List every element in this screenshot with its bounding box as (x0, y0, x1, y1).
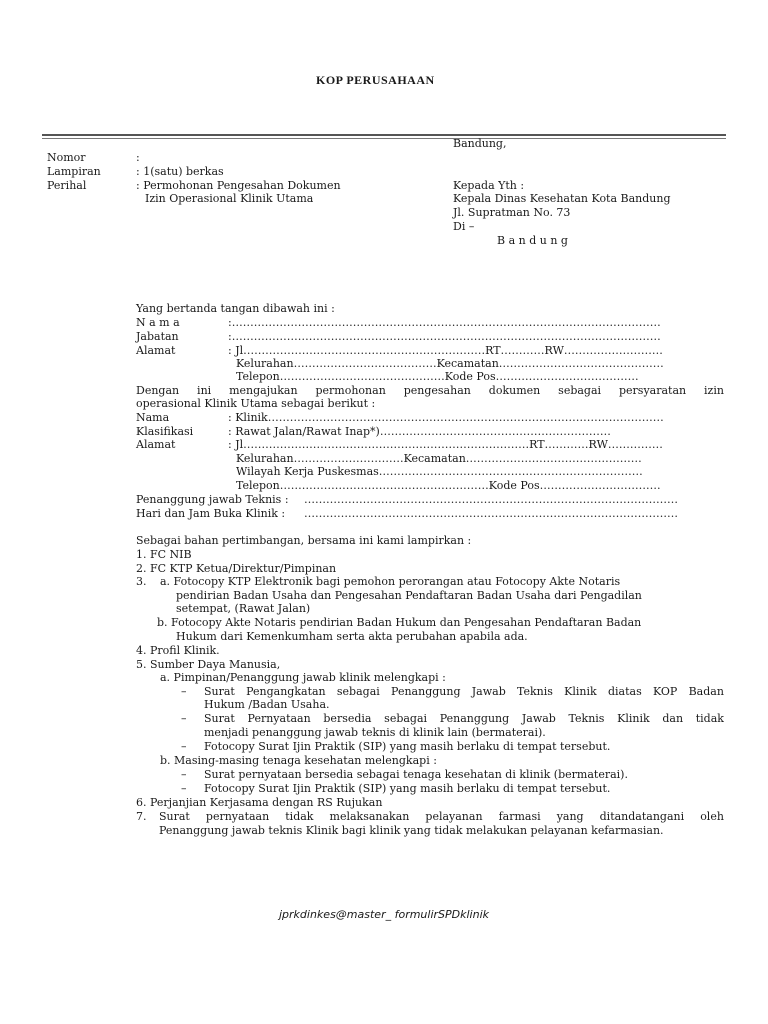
list-bullet-cont: Hukum /Badan Usaha. (204, 698, 330, 711)
word: Pengangkatan (246, 685, 326, 698)
list-item-cont: Penanggung jawab teknis Klinik bagi klinik yang tidak melakukan pelayanan kefarmasian. (159, 824, 664, 837)
header-rule-thin (42, 138, 726, 139)
statement-line-2: operasional Klinik Utama sebagai berikut : (136, 397, 376, 410)
letterhead-title: KOP PERUSAHAAN (316, 73, 435, 87)
recipient-title: Kepala Dinas Kesehatan Kota Bandung (453, 192, 671, 205)
word: Teknis (517, 685, 553, 698)
word: tidak (285, 810, 314, 823)
list-subitem: b. Masing-masing tenaga kesehatan melengkapi : (160, 754, 437, 767)
perihal-value: : Permohonan Pengesahan Dokumen (136, 179, 341, 192)
header-rule (42, 134, 726, 136)
word: melaksanakan (329, 810, 410, 823)
recipient-di: Di – (453, 220, 475, 233)
clinic-pj-field: ………………………………………………………………………………………… (304, 493, 678, 506)
word: Jawab (521, 712, 556, 725)
list-item: b. Fotocopy Akte Notaris pendirian Badan Hukum dan Pengesahan Pendaftaran Badan (157, 616, 642, 629)
list-item: 2. FC KTP Ketua/Direktur/Pimpinan (136, 562, 337, 575)
list-item-cont: setempat, (Rawat Jalan) (176, 602, 311, 615)
word: dokumen (488, 384, 541, 397)
word: ditandatangani (599, 810, 685, 823)
list-bullet: Fotocopy Surat Ijin Praktik (SIP) yang masih berlaku di tempat tersebut. (204, 782, 611, 795)
list-item-number: 7. (136, 810, 147, 823)
list-bullet-cont: menjadi penanggung jawab teknis di klinik lain (bermaterai). (204, 726, 546, 739)
nomor-value: : (136, 151, 140, 164)
list-item: 4. Profil Klinik. (136, 644, 220, 657)
footer-note: jprkdinkes@master_ formulirSPDklinik (279, 908, 490, 921)
clinic-wilayah-field: Wilayah Kerja Puskesmas……………………………………………………………… (236, 465, 643, 478)
word: izin (704, 384, 724, 397)
applicant-kelurahan-field: Kelurahan…………………………………Kecamatan……………………………………… (236, 357, 664, 370)
word: dan (662, 712, 684, 725)
clinic-nama-field: : Klinik……………………………………………………………………………………………… (228, 411, 664, 424)
list-bullet-justified (204, 685, 724, 698)
word: Klinik (617, 712, 650, 725)
word: sebagai (384, 712, 428, 725)
clinic-alamat-field: : Jl……………………………………………………………………RT…………RW…………… (228, 438, 663, 451)
perihal-label: Perihal (47, 179, 87, 192)
list-item-justified (159, 810, 724, 823)
word: Dengan (136, 384, 180, 397)
recipient-address: Jl. Supratman No. 73 (453, 206, 571, 219)
dash-bullet: – (181, 740, 187, 753)
clinic-pj-label: Penanggung jawab Teknis : (136, 493, 289, 506)
clinic-nama-label: Nama (136, 411, 170, 424)
attachments-intro: Sebagai bahan pertimbangan, bersama ini kami lampirkan : (136, 534, 472, 547)
clinic-kelurahan-field: Kelurahan…………………………Kecamatan………………………………………… (236, 452, 642, 465)
word: Teknis (568, 712, 605, 725)
word: Surat (204, 712, 235, 725)
applicant-nama-field: :……………………………………………………………………………………………………… (228, 316, 661, 329)
list-bullet: Fotocopy Surat Ijin Praktik (SIP) yang masih berlaku di tempat tersebut. (204, 740, 611, 753)
word: oleh (700, 810, 724, 823)
word: mengajukan (229, 384, 298, 397)
nomor-label: Nomor (47, 151, 86, 164)
word: KOP (652, 685, 678, 698)
list-item-number: 3. (136, 575, 147, 588)
word: bersedia (323, 712, 372, 725)
word: tidak (695, 712, 724, 725)
lampiran-label: Lampiran (47, 165, 101, 178)
list-item: a. Fotocopy KTP Elektronik bagi pemohon perorangan atau Fotocopy Akte Notaris (160, 575, 621, 588)
list-item: 5. Sumber Daya Manusia, (136, 658, 281, 671)
word: diatas (607, 685, 642, 698)
word: pernyataan (205, 810, 270, 823)
applicant-alamat-field: : Jl…………………………………………………………RT…………RW……………………… (228, 344, 663, 357)
applicant-jabatan-label: Jabatan (136, 330, 179, 343)
word: sebagai (558, 384, 602, 397)
lampiran-value: : 1(satu) berkas (136, 165, 224, 178)
applicant-nama-label: N a m a (136, 316, 180, 329)
clinic-klasifikasi-field: : Rawat Jalan/Rawat Inap*)……………………………………………………… (228, 425, 611, 438)
clinic-telepon-field: Telepon…………………………………………………Kode Pos…………………………… (236, 479, 661, 492)
word: Badan (688, 685, 724, 698)
clinic-hari-label: Hari dan Jam Buka Klinik : (136, 507, 286, 520)
recipient-city: B a n d u n g (497, 234, 568, 247)
list-bullet-justified (204, 712, 724, 725)
dash-bullet: – (181, 685, 187, 698)
word: pengesahan (403, 384, 471, 397)
list-bullet: Surat pernyataan bersedia sebagai tenaga kesehatan di klinik (bermaterai). (204, 768, 628, 781)
applicant-telepon-field: Telepon………………………………………Kode Pos………………………………… (236, 370, 639, 383)
word: sebagai (336, 685, 380, 698)
word: Jawab (471, 685, 506, 698)
dash-bullet: – (181, 712, 187, 725)
word: Klinik (564, 685, 597, 698)
recipient-greeting: Kepada Yth : (453, 179, 525, 192)
applicant-jabatan-field: :……………………………………………………………………………………………………… (228, 330, 661, 343)
word: persyaratan (618, 384, 687, 397)
statement-line-1 (136, 384, 724, 397)
city-date: Bandung, (453, 137, 507, 150)
clinic-klasifikasi-label: Klasifikasi (136, 425, 194, 438)
applicant-alamat-label: Alamat (136, 344, 176, 357)
dash-bullet: – (181, 782, 187, 795)
word: Pernyataan (247, 712, 311, 725)
word: Surat (204, 685, 235, 698)
word: yang (556, 810, 584, 823)
word: Surat (159, 810, 190, 823)
word: farmasi (498, 810, 541, 823)
clinic-hari-field: ………………………………………………………………………………………… (304, 507, 678, 520)
list-item-cont: pendirian Badan Usaha dan Pengesahan Pendaftaran Badan Usaha dari Pengadilan (176, 589, 642, 602)
word: Penanggung (439, 712, 510, 725)
word: pelayanan (425, 810, 483, 823)
word: permohonan (315, 384, 386, 397)
list-item-cont: Hukum dari Kemenkumham serta akta perubahan apabila ada. (176, 630, 528, 643)
list-item: 6. Perjanjian Kerjasama dengan RS Rujukan (136, 796, 383, 809)
word: ini (197, 384, 212, 397)
list-item: 1. FC NIB (136, 548, 192, 561)
clinic-alamat-label: Alamat (136, 438, 176, 451)
perihal-value-2: Izin Operasional Klinik Utama (145, 192, 314, 205)
word: Penanggung (391, 685, 461, 698)
applicant-intro: Yang bertanda tangan dibawah ini : (136, 302, 335, 315)
list-subitem: a. Pimpinan/Penanggung jawab klinik melengkapi : (160, 671, 446, 684)
dash-bullet: – (181, 768, 187, 781)
